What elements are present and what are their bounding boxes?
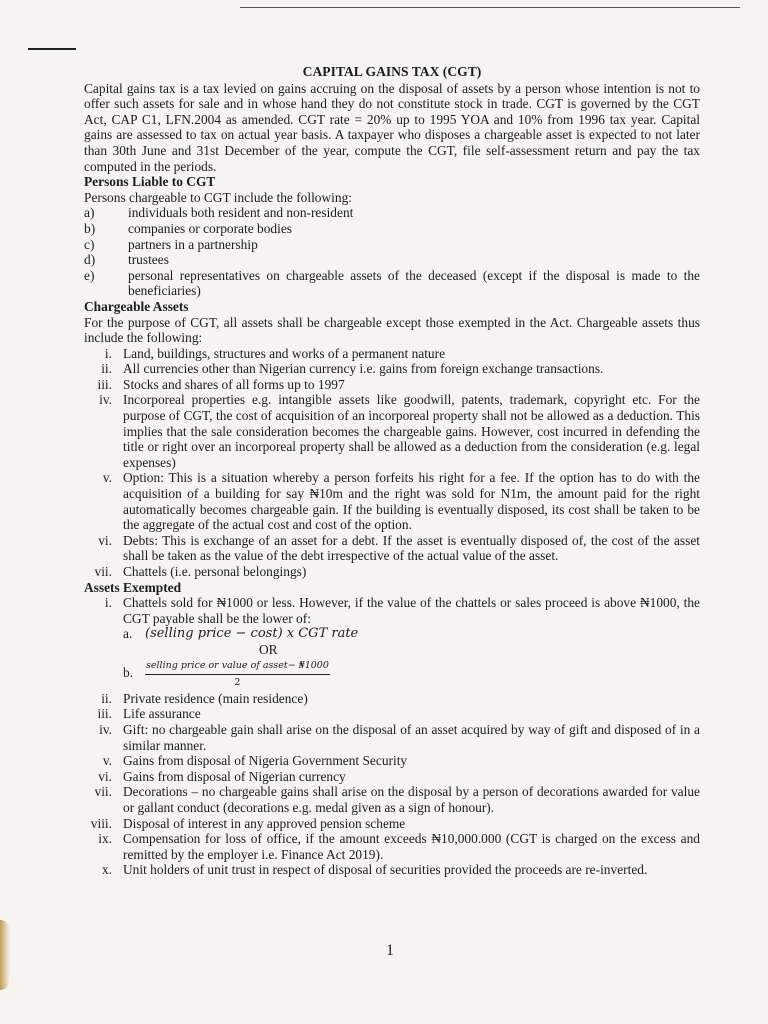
chargeable-list: [84, 346, 700, 580]
exempted-heading: Assets Exempted: [84, 579, 182, 595]
persons-heading: Persons Liable to CGT: [84, 174, 216, 190]
list-item: b) companies or corporate bodies: [84, 220, 292, 236]
formula-b: b. $\frac{\text{selling price or value of asset− ₦1000}}{2}$: [123, 658, 700, 691]
persons-lead: Persons chargeable to CGT include the following:: [84, 189, 353, 205]
list-item: vi. Gains from disposal of Nigerian currency: [98, 768, 346, 784]
list-item: a) individuals both resident and non-resident: [84, 205, 354, 221]
list-item: i. Chattels sold for ₦1000 or less. However, if the value of the chattels or sales proceed is above ₦1000, the CGT payable shall be the lower of: a. (selling price − cost) x CGT rate OR b. $\frac{\text{selling price or value of asset− ₦1000}}{2}$: [84, 595, 700, 691]
exempted-list: [84, 595, 700, 878]
list-item: v. Gains from disposal of Nigeria Government Security: [102, 753, 408, 769]
page-number: 1: [386, 942, 394, 959]
list-item: vi. Debts: This is exchange of an asset for a debt. If the asset is eventually disposed of, the cost of the asset shall be taken as the value of the debt irrespective of the actual value of the asset.: [98, 532, 700, 564]
list-item: d) trustees: [84, 252, 169, 268]
exempt-chattels-text: Chattels sold for ₦1000 or less. However, if the value of the chattels or sales proceed is above ₦1000, the CGT payable shall be the lower of:: [123, 595, 700, 626]
formula-or: OR: [259, 641, 278, 657]
list-item: iv. Incorporeal properties e.g. intangible assets like goodwill, patents, trademark, copyright etc. For the purpose of CGT, the cost of acquisition of an incorporeal property shall not be allowed as a deduction. This implies that the sale consideration becomes the chargeable gains. However, cost incurred in defending the title or right over an incorporeal property shall be allowed as a deduction from the consideration (e.g. legal expenses): [99, 392, 700, 470]
list-item: iii. Stocks and shares of all forms up to 1997: [97, 376, 345, 392]
persons-list: [84, 205, 700, 299]
formula-b-denominator: 2: [234, 677, 241, 689]
list-item: x. Unit holders of unit trust in respect of disposal of securities provided the proceeds are re-inverted.: [101, 862, 648, 878]
list-item: i. Land, buildings, structures and works of a permanent nature: [104, 345, 446, 361]
list-item: viii. Disposal of interest in any approved pension scheme: [90, 815, 406, 831]
list-item: vii. Chattels (i.e. personal belongings): [94, 564, 307, 579]
formula-a: a. (selling price − cost) x CGT rate: [123, 626, 359, 642]
intro-paragraph: Capital gains tax is a tax levied on gains accruing on the disposal of assets by a person whose intention is not to offer such assets for sale and in whose hand they do not constitute stock in trade. CGT is governed by the CGT Act, CAP C1, LFN.2004 as amended. CGT rate = 20% up to 1995 YOA and 10% from 1996 tax year. Capital gains are assessed to tax on actual year basis. A taxpayer who disposes a chargeable asset is expected to not later than 30th June and 31st December of the year, compute the CGT, file self-assessment return and pay the tax computed in the periods.: [84, 80, 700, 174]
list-item: vii. Decorations – no chargeable gains shall arise on the disposal by a person of decorations awarded for value or gallant conduct (decorations e.g. medal given as a sign of honour).: [94, 784, 700, 815]
list-item: ix. Compensation for loss of office, if the amount exceeds ₦10,000.000 (CGT is charged on the excess and remitted by the employer i.e. Finance Act 2019).: [98, 831, 700, 862]
list-item: e) personal representatives on chargeable assets of the deceased (except if the disposal is made to the beneficiaries): [84, 267, 700, 299]
document-page: [84, 64, 700, 878]
formula-b-numerator: selling price or value of asset− ₦1000: [145, 658, 330, 676]
chargeable-lead: For the purpose of CGT, all assets shall be chargeable except those exempted in the Act. Chargeable assets thus include the following:: [84, 314, 700, 346]
list-item: ii. All currencies other than Nigerian currency i.e. gains from foreign exchange transactions.: [101, 361, 604, 377]
list-item: v. Option: This is a situation whereby a person forfeits his right for a fee. If the option has to do with the acquisition of a building for say ₦10m and the right was sold for N1m, the amount paid for the right automatically becomes chargeable gain. If the building is eventually disposed, its cost shall be taken to be the aggregate of the actual cost and cost of the option.: [102, 470, 700, 533]
chargeable-heading: Chargeable Assets: [84, 298, 189, 314]
list-item: iv. Gift: no chargeable gain shall arise on the disposal of an asset acquired by way of gift and disposed of in a similar manner.: [99, 721, 700, 753]
list-item: iii. Life assurance: [97, 706, 201, 722]
document-title: CAPITAL GAINS TAX (CGT): [302, 64, 482, 79]
page-edge-shadow: [0, 920, 10, 990]
list-item: ii. Private residence (main residence): [101, 690, 308, 706]
top-rule: [240, 7, 740, 8]
list-item: c) partners in a partnership: [84, 236, 258, 252]
margin-dash: [28, 48, 76, 50]
